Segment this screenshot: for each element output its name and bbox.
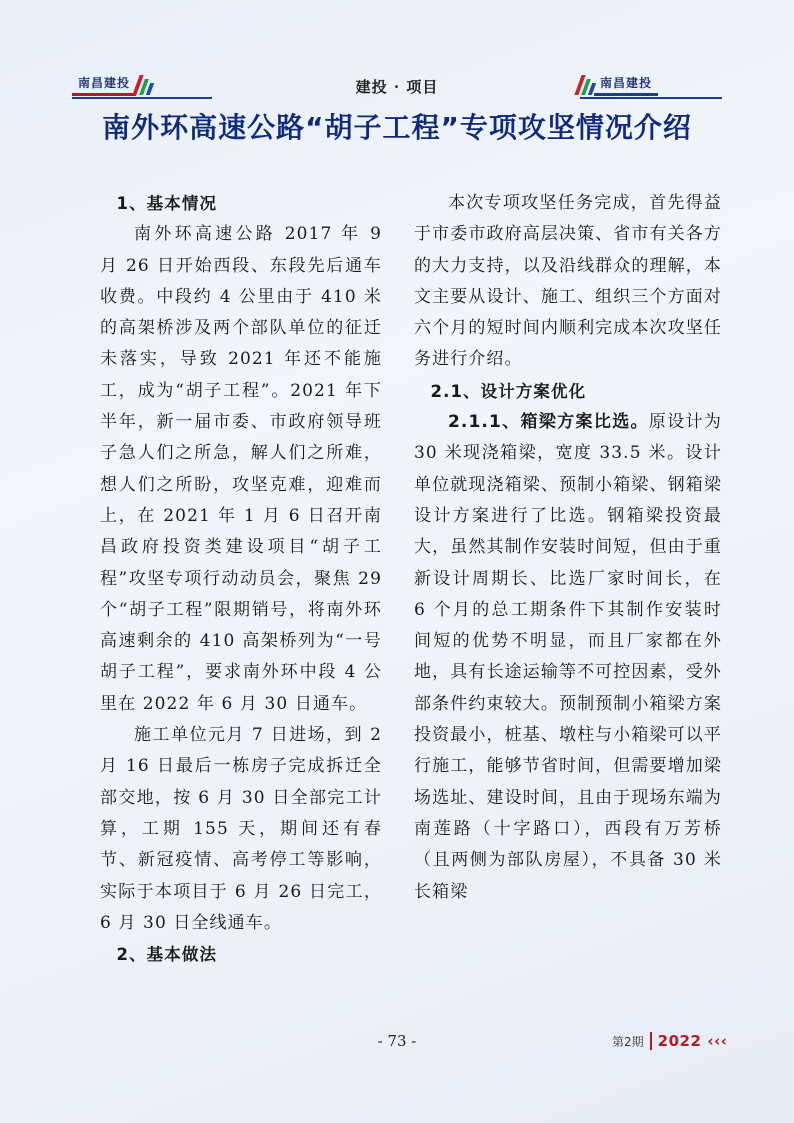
issue-label: 第2期 — [612, 1034, 644, 1049]
brand-mark-icon — [578, 75, 594, 95]
paragraph: 南外环高速公路 2017 年 9 月 26 日开始西段、东段先后通车收费。中段约 4 公里由于 410 米的高架桥涉及两个部队单位的征迁未落实，导致 2021 年还不能施工，成为“胡子工程”。2021 年下半年，新一届市委、市政府领导班子急人们之所急，解人们之所难，想人们之所盼，攻坚克难，迎难而上，在 2021 年 1 月 6 日召开南昌政府投资类建设项目“胡子工程”攻坚专项行动动员会，聚焦 29 个“胡子工程”限期销号，将南外环高速剩余的 410 高架桥列为“一号胡子工程”，要求南外环中段 4 公里在 2022 年 6 月 30 日通车。 — [100, 224, 382, 714]
subsection-heading: 2.1、设计方案优化 — [430, 381, 587, 401]
section-tag: 建投 · 项目 — [355, 78, 439, 96]
paragraph — [414, 407, 722, 908]
paragraph: 本次专项攻坚任务完成，首先得益于市委市政府高层决策、省市有关各方的大力支持，以及沿线群众的理解，本文主要从设计、施工、组织三个方面对六个月的短时间内顺利完成本次攻坚任务进行介绍。 — [414, 193, 722, 370]
paragraph: 施工单位元月 7 日进场，到 2 月 16 日最后一栋房子完成拆迁全部交地，按 6 月 30 日全部完工计算，工期 155 天，期间还有春节、新冠疫情、高考停工等影响，实际于本项目于 6 月 26 日完工，6 月 30 日全线通车。 — [100, 725, 382, 933]
page-number: - 73 - — [377, 1032, 417, 1050]
issue-badge — [612, 1030, 727, 1052]
logo-right-text: 南昌建投 — [594, 74, 658, 96]
lead-heading: 2.1.1、箱梁方案比选。 — [448, 412, 649, 433]
right-column — [414, 188, 722, 908]
logo-right — [578, 72, 658, 98]
header-rule-left — [72, 97, 212, 99]
issue-year: 2022 — [657, 1032, 702, 1050]
header-rule-right — [580, 97, 722, 99]
article-title: 南外环高速公路“胡子工程”专项攻坚情况介绍 — [102, 111, 692, 144]
section-heading: 2、基本做法 — [116, 945, 218, 965]
section-heading: 1、基本情况 — [116, 194, 218, 213]
left-column — [100, 188, 382, 970]
chevron-left-icon: ‹‹‹ — [707, 1032, 728, 1050]
paragraph-body: 原设计为 30 米现浇箱梁，宽度 33.5 米。设计单位就现浇箱梁、预制小箱梁、钢箱梁设计方案进行了比选。钢箱梁投资最大，虽然其制作安装时间短，但由于重新设计周期长、比选厂家时间长，在 6 个月的总工期条件下其制作安装时间短的优势不明显，而且厂家都在外地，具有长途运输等不可控因素，受外部条件约束较大。预制预制小箱梁方案投资最小，桩基、墩柱与小箱梁可以平行施工，能够节省时间，但需要增加梁场选址、建设时间，且由于现场东端为南莲路（十字路口），西段有万芳桥（且两侧为部队房屋），不具备 30 米长箱梁 — [414, 412, 722, 902]
issue-divider — [650, 1032, 652, 1050]
logo-left-text: 南昌建投 — [72, 74, 136, 96]
